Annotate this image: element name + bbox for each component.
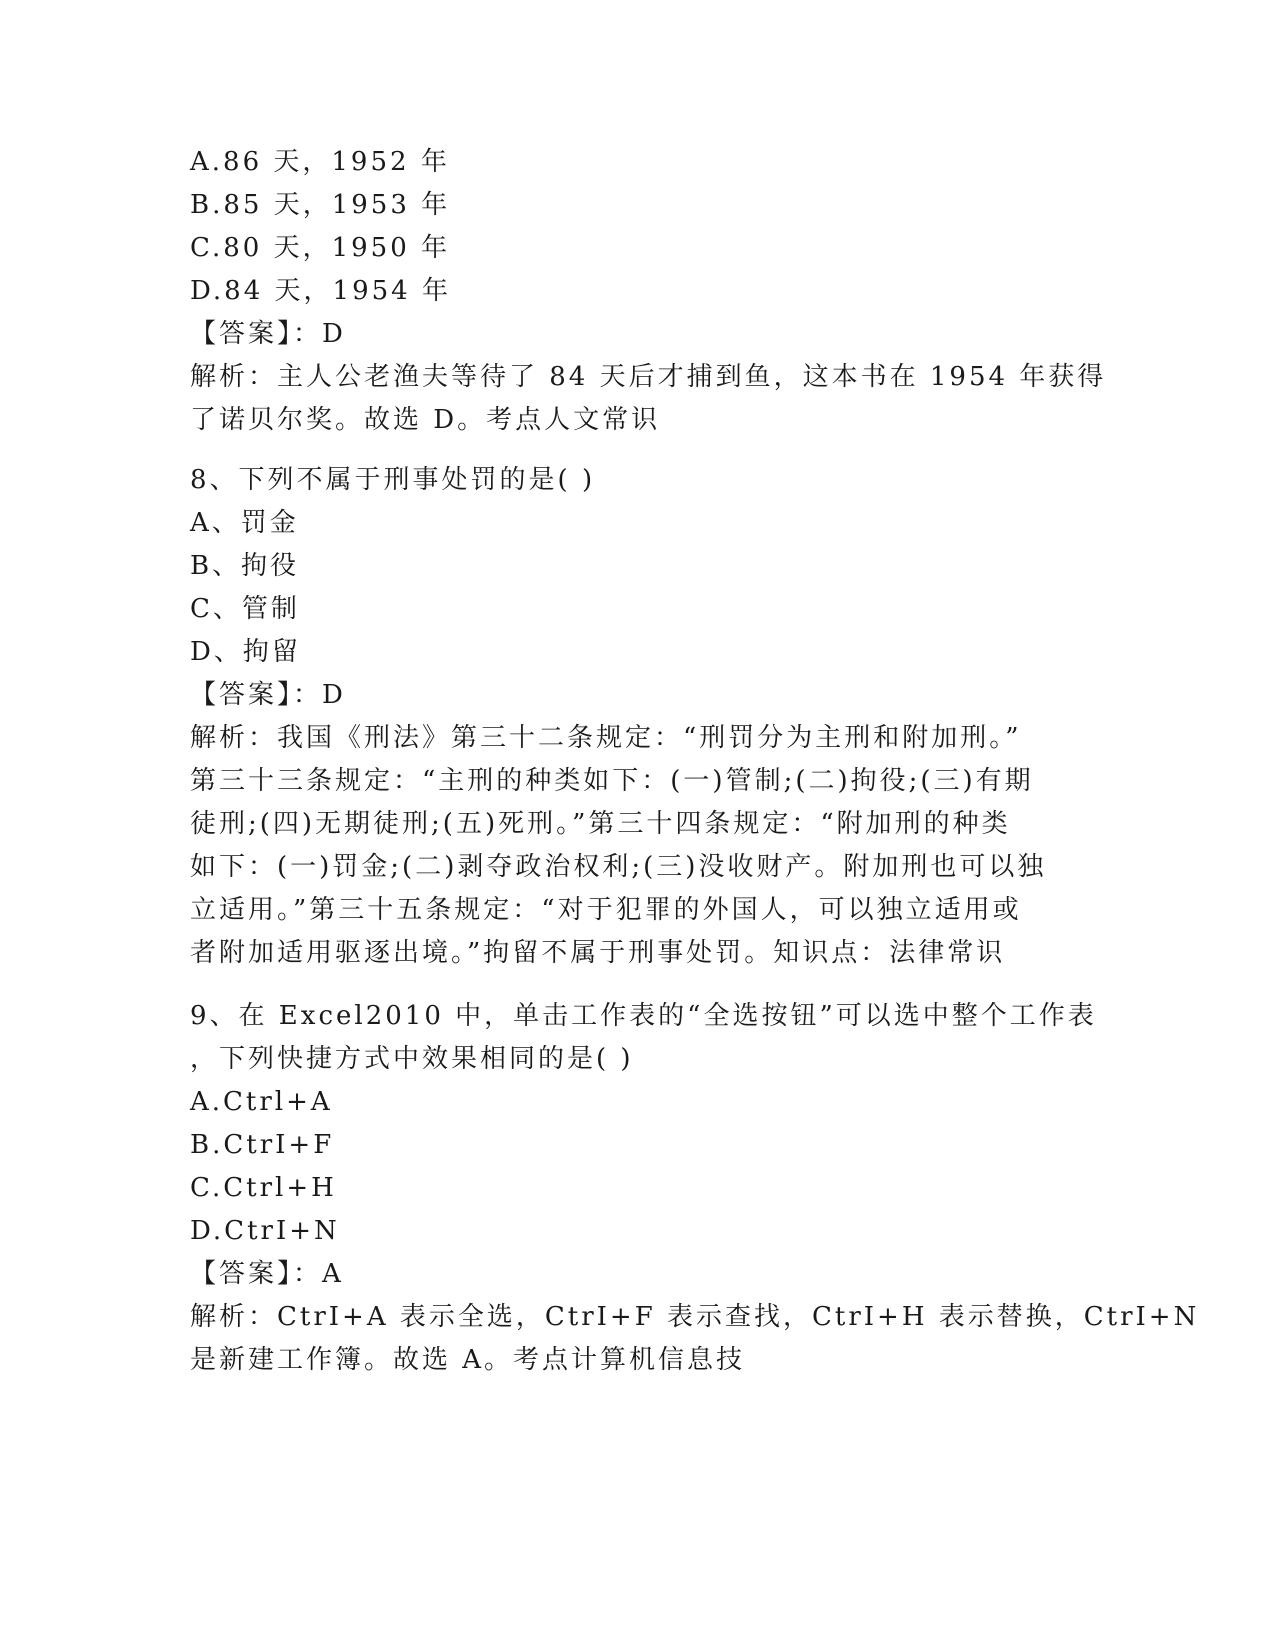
q8-option-b: B、拘役 <box>190 551 300 581</box>
q7-explanation-line: 解析：主人公老渔夫等待了 84 天后才捕到鱼，这本书在 1954 年获得 <box>190 362 1107 392</box>
q9-question-line: ，下列快捷方式中效果相同的是( ) <box>190 1044 634 1074</box>
q8-explanation-line: 第三十三条规定：“主刑的种类如下：(一)管制;(二)拘役;(三)有期 <box>190 766 1034 796</box>
q8-explanation-line: 立适用。”第三十五条规定：“对于犯罪的外国人，可以独立适用或 <box>190 895 1022 925</box>
q9-answer: 【答案】：A <box>190 1259 344 1289</box>
q9-question-line: 9、在 Excel2010 中，单击工作表的“全选按钮”可以选中整个工作表 <box>190 1001 1097 1031</box>
q7-option-c: C.80 天，1950 年 <box>190 233 451 263</box>
q8-answer: 【答案】：D <box>190 680 346 710</box>
q8-explanation-line: 解析：我国《刑法》第三十二条规定：“刑罚分为主刑和附加刑。” <box>190 723 1022 753</box>
q8-option-c: C、管制 <box>190 594 300 624</box>
q8-option-d: D、拘留 <box>190 637 301 667</box>
q9-option-b: B.CtrI+F <box>190 1130 335 1160</box>
q9-explanation-line: 是新建工作簿。故选 A。考点计算机信息技 <box>190 1345 746 1375</box>
q9-option-d: D.CtrI+N <box>190 1216 340 1246</box>
q8-option-a: A、罚金 <box>190 508 299 538</box>
q9-option-a: A.Ctrl+A <box>190 1087 333 1117</box>
q9-option-c: C.Ctrl+H <box>190 1173 337 1203</box>
q8-question: 8、下列不属于刑事处罚的是( ) <box>190 465 596 495</box>
q7-answer: 【答案】：D <box>190 319 346 349</box>
q8-explanation-line: 徒刑;(四)无期徒刑;(五)死刑。”第三十四条规定：“附加刑的种类 <box>190 809 1011 839</box>
q7-option-a: A.86 天，1952 年 <box>190 147 450 177</box>
q8-explanation-line: 如下：(一)罚金;(二)剥夺政治权利;(三)没收财产。附加刑也可以独 <box>190 852 1047 882</box>
q9-explanation-line: 解析：CtrI+A 表示全选，CtrI+F 表示查找，CtrI+H 表示替换，CtrI+N <box>190 1302 1200 1332</box>
q7-option-b: B.85 天，1953 年 <box>190 190 451 220</box>
q8-explanation-line: 者附加适用驱逐出境。”拘留不属于刑事处罚。知识点：法律常识 <box>190 938 1006 968</box>
q7-option-d: D.84 天，1954 年 <box>190 276 451 306</box>
q7-explanation-line: 了诺贝尔奖。故选 D。考点人文常识 <box>190 405 661 435</box>
